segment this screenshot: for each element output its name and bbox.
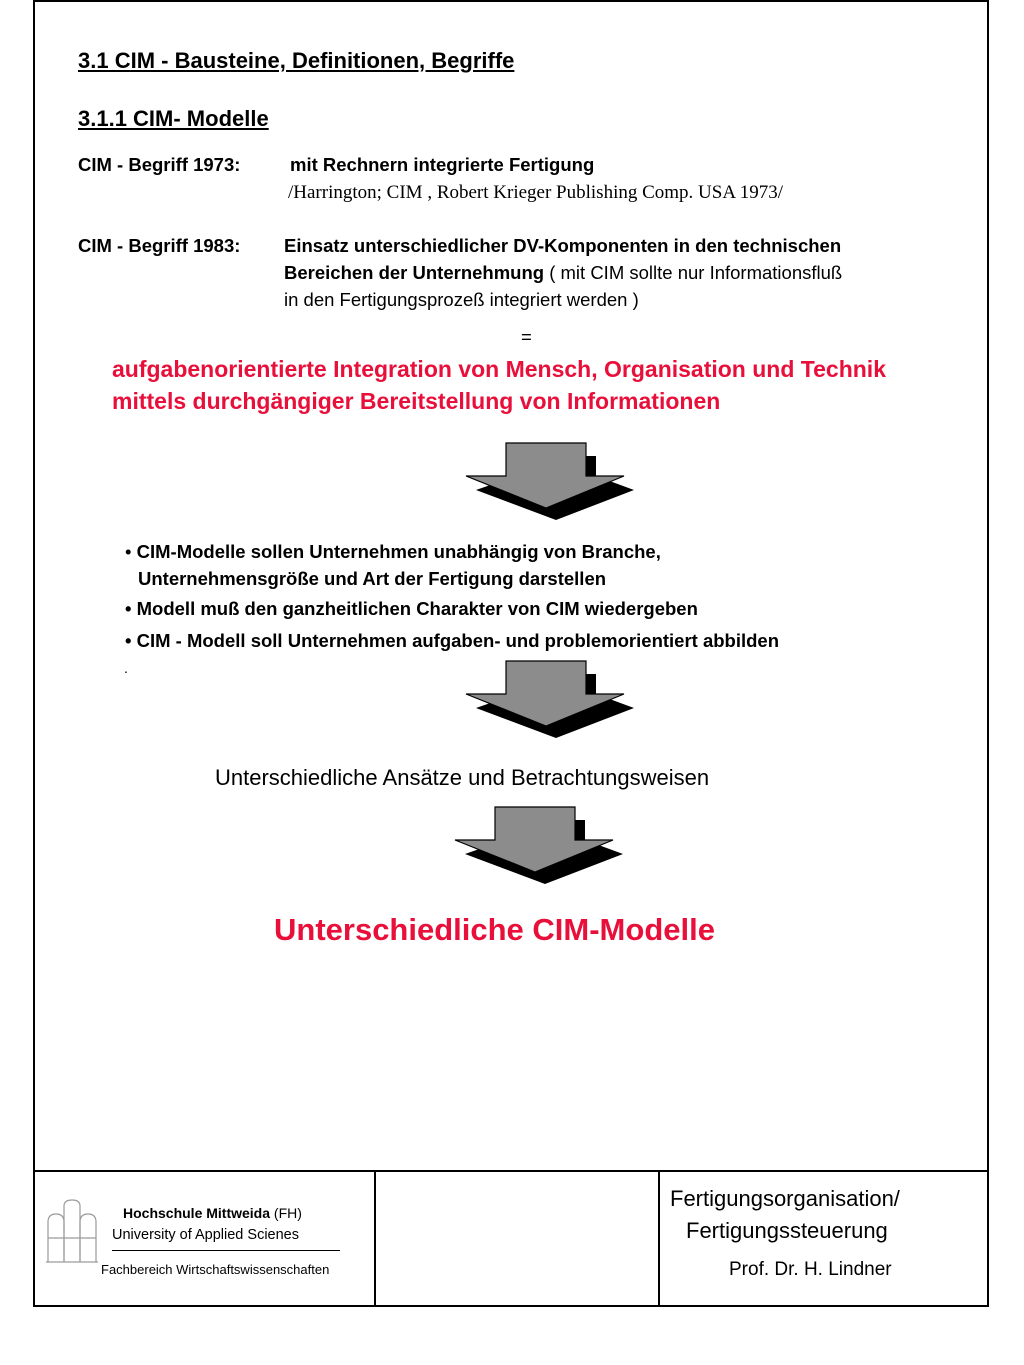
bullet-item-3 (125, 630, 779, 652)
stray-dot: . (124, 660, 128, 676)
equals-sign: = (521, 326, 532, 347)
section-title: 3.1 CIM - Bausteine, Definitionen, Begriffe (78, 48, 515, 73)
department-name: Fachbereich Wirtschaftswissenschaften (101, 1262, 330, 1277)
down-arrow-icon (464, 660, 636, 740)
bullet-marker: • (125, 541, 132, 562)
professor-name: Prof. Dr. H. Lindner (729, 1259, 892, 1280)
footer-column-divider (658, 1171, 660, 1307)
conclusion-title: Unterschiedliche CIM-Modelle (274, 912, 715, 947)
def1983-line3: in den Fertigungsprozeß integriert werden ) (284, 289, 639, 310)
approaches-text: Unterschiedliche Ansätze und Betrachtungsweisen (215, 765, 710, 790)
bullet-marker: • (125, 598, 132, 619)
down-arrow-icon (464, 442, 636, 522)
course-title-line1: Fertigungsorganisation/ (670, 1186, 900, 1211)
course-title-line2: Fertigungssteuerung (686, 1218, 888, 1243)
def1973-label: CIM - Begriff 1973: (78, 154, 241, 175)
bullet-item-1-line2: Unternehmensgröße und Art der Fertigung darstellen (138, 568, 607, 589)
def1973-citation: /Harrington; CIM , Robert Krieger Publishing Comp. USA 1973/ (288, 182, 784, 203)
footer-divider (33, 1170, 989, 1172)
subsection-title: 3.1.1 CIM- Modelle (78, 106, 269, 131)
definition-red-line2: mittels durchgängiger Bereitstellung von Informationen (112, 388, 721, 414)
university-logo-icon (44, 1198, 100, 1264)
def1983-line2 (284, 262, 842, 284)
bullet-item-2 (125, 598, 698, 620)
footer-column-divider (374, 1171, 376, 1307)
university-english-name: University of Applied Scienes (112, 1227, 299, 1243)
definition-red-line1: aufgabenorientierte Integration von Mensch, Organisation und Technik (112, 356, 886, 382)
def1983-line2-bold: Bereichen der Unternehmung (284, 262, 545, 283)
def1983-line1: Einsatz unterschiedlicher DV-Komponenten in den technischen (284, 235, 842, 256)
down-arrow-icon (453, 806, 625, 886)
bullet-text: CIM - Modell soll Unternehmen aufgaben- und problemorientiert abbilden (136, 630, 780, 651)
def1983-line2-normal: ( mit CIM sollte nur Informationsfluß (549, 262, 843, 283)
def1973-text: mit Rechnern integrierte Fertigung (290, 154, 595, 175)
bullet-item-1 (125, 541, 661, 563)
def1983-label: CIM - Begriff 1983: (78, 235, 241, 256)
bullet-marker: • (125, 630, 132, 651)
bullet-text: Modell muß den ganzheitlichen Charakter von CIM wiedergeben (136, 598, 698, 619)
bullet-text: CIM-Modelle sollen Unternehmen unabhängig von Branche, (136, 541, 661, 562)
university-name-main: Hochschule Mittweida (123, 1205, 271, 1221)
university-name (123, 1205, 302, 1221)
university-name-suffix: (FH) (273, 1205, 302, 1221)
logo-underline (112, 1250, 340, 1251)
